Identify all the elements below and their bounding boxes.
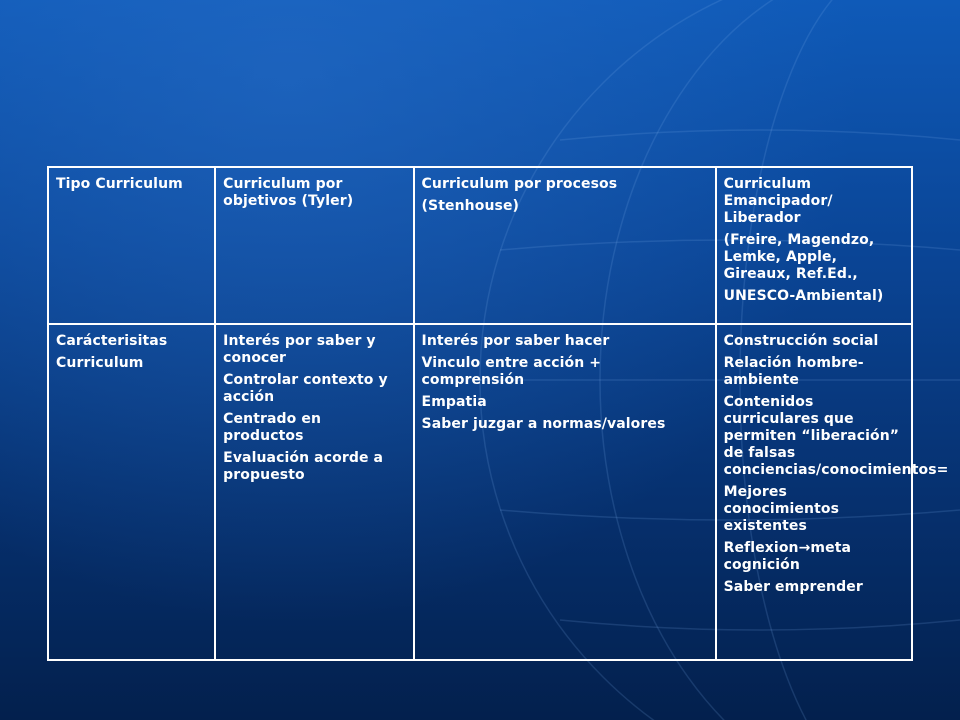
cell-line: Carácterisitas xyxy=(56,333,168,349)
body-cell-caracteristicas xyxy=(48,324,215,660)
cell-line: Curriculum por procesos xyxy=(421,176,618,192)
body-cell-procesos xyxy=(414,324,716,660)
cell-line: Mejores conocimientos existentes xyxy=(723,484,840,534)
body-cell-objetivos xyxy=(215,324,413,660)
cell-line: UNESCO-Ambiental) xyxy=(723,288,884,304)
cell-line: Interés por saber hacer xyxy=(421,333,610,349)
cell-line: Interés por saber y conocer xyxy=(223,333,376,366)
table-header-row xyxy=(48,167,912,324)
cell-line: Saber emprender xyxy=(723,579,863,595)
cell-line: Relación hombre-ambiente xyxy=(723,355,864,388)
cell-line: (Stenhouse) xyxy=(421,198,520,214)
cell-line: Reflexion→meta cognición xyxy=(723,540,852,573)
cell-line: Evaluación acorde a propuesto xyxy=(223,450,384,483)
cell-line: Curriculum xyxy=(56,355,144,371)
body-cell-emancipador xyxy=(716,324,949,660)
cell-line: Curriculum por objetivos (Tyler) xyxy=(223,176,354,209)
header-cell-objetivos xyxy=(215,167,413,324)
cell-line: Empatia xyxy=(421,394,487,410)
cell-line: Tipo Curriculum xyxy=(56,176,183,192)
table-body-row xyxy=(48,324,912,660)
header-cell-tipo xyxy=(48,167,215,324)
header-cell-emancipador xyxy=(716,167,912,324)
cell-line: Construcción social xyxy=(723,333,879,349)
curriculum-comparison-table xyxy=(47,166,949,661)
cell-line: Curriculum Emancipador/ Liberador xyxy=(723,176,833,226)
cell-line: (Freire, Magendzo, Lemke, Apple, Gireaux, Ref.Ed., xyxy=(723,232,875,282)
cell-line: Saber juzgar a normas/valores xyxy=(421,416,666,432)
cell-line: Centrado en productos xyxy=(223,411,322,444)
cell-line: Vinculo entre acción + comprensión xyxy=(421,355,602,388)
header-cell-procesos xyxy=(414,167,716,324)
cell-line: Contenidos curriculares que permiten “liberación” de falsas conciencias/conocimientos= xyxy=(723,394,949,478)
cell-line: Controlar contexto y acción xyxy=(223,372,388,405)
